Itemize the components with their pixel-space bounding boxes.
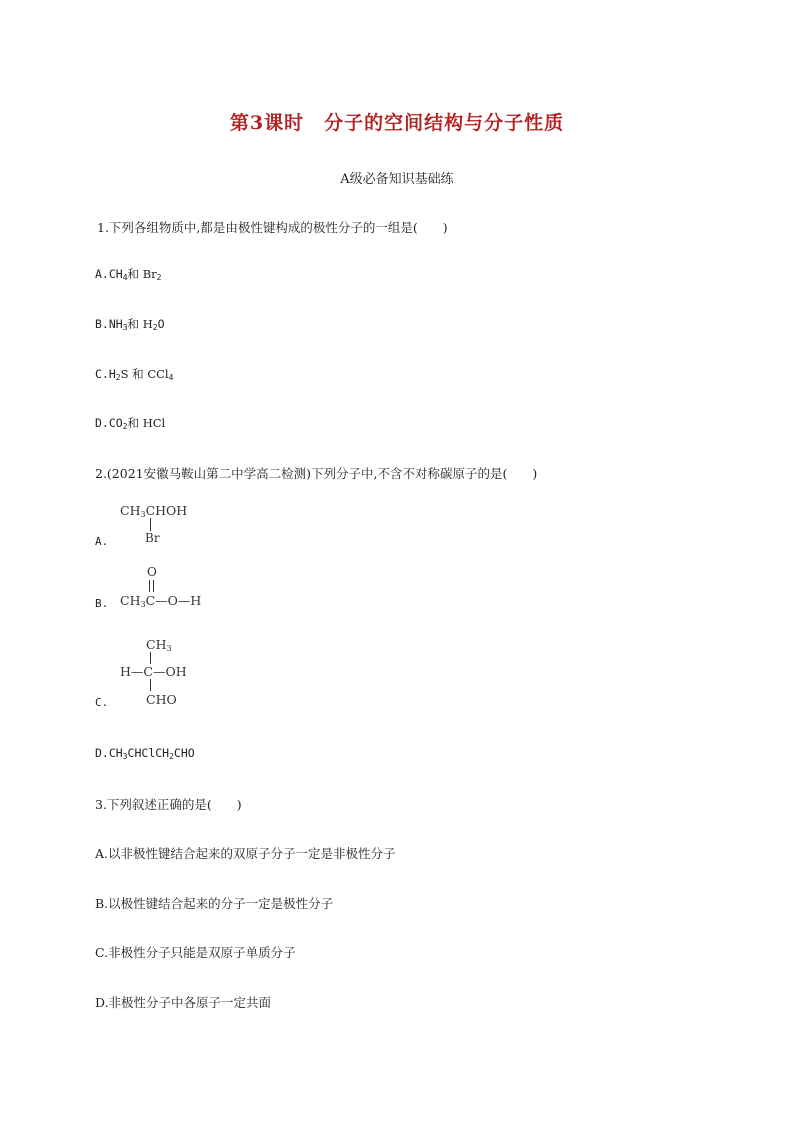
structure-b-oxygen: O (147, 565, 157, 579)
question-2-option-b-label: B. (95, 597, 109, 610)
page-title: 第3课时 分子的空间结构与分子性质 (229, 112, 565, 134)
question-3-option-a: A.以非极性键结合起来的双原子分子一定是非极性分子 (95, 846, 396, 861)
question-1-option-c: $C.H_2S$ 和 CCl$_4$ (95, 367, 174, 382)
structure-a-bond (150, 518, 151, 531)
question-3-option-b: B.以极性键结合起来的分子一定是极性分子 (95, 896, 334, 911)
structure-c-middle: H—C—OH (120, 664, 187, 679)
structure-b-main: $CH_3C—O—H$ (120, 593, 202, 609)
question-1-option-d: $D.CO_2$和 HCl (95, 416, 166, 431)
structure-c-bottom: CHO (146, 692, 177, 707)
question-2-option-d: $D.CH_3CHClCH_2CHO$ (95, 746, 195, 761)
structure-a-top: $CH_3CHOH$ (120, 503, 188, 519)
structure-a-bottom: Br (145, 531, 160, 545)
structure-c-bond-top (150, 652, 151, 664)
question-1-option-a: $A.CH_4$和 $Br_2$ (95, 267, 162, 282)
question-1-option-b: $B.NH_3$和 $H_2O$ (95, 317, 165, 332)
section-heading: A级必备知识基础练 (340, 172, 454, 187)
structure-b-double-bond-left (149, 580, 150, 592)
structure-c-bond-bottom (150, 679, 151, 691)
question-2-stem: 2.(2021安徽马鞍山第二中学高二检测)下列分子中,不含不对称碳原子的是( ) (95, 466, 538, 481)
question-2-option-a-label: A. (95, 535, 109, 548)
question-3-option-c: C.非极性分子只能是双原子单质分子 (95, 945, 296, 960)
question-3-option-d: D.非极性分子中各原子一定共面 (95, 995, 272, 1010)
question-2-option-c-label: C. (95, 696, 109, 709)
structure-c-top: $CH_3$ (146, 637, 172, 653)
structure-b-double-bond-right (153, 580, 154, 592)
question-3-stem: 3.下列叙述正确的是( ) (95, 797, 242, 812)
question-1-stem: 1.下列各组物质中,都是由极性键构成的极性分子的一组是( ) (97, 220, 448, 235)
